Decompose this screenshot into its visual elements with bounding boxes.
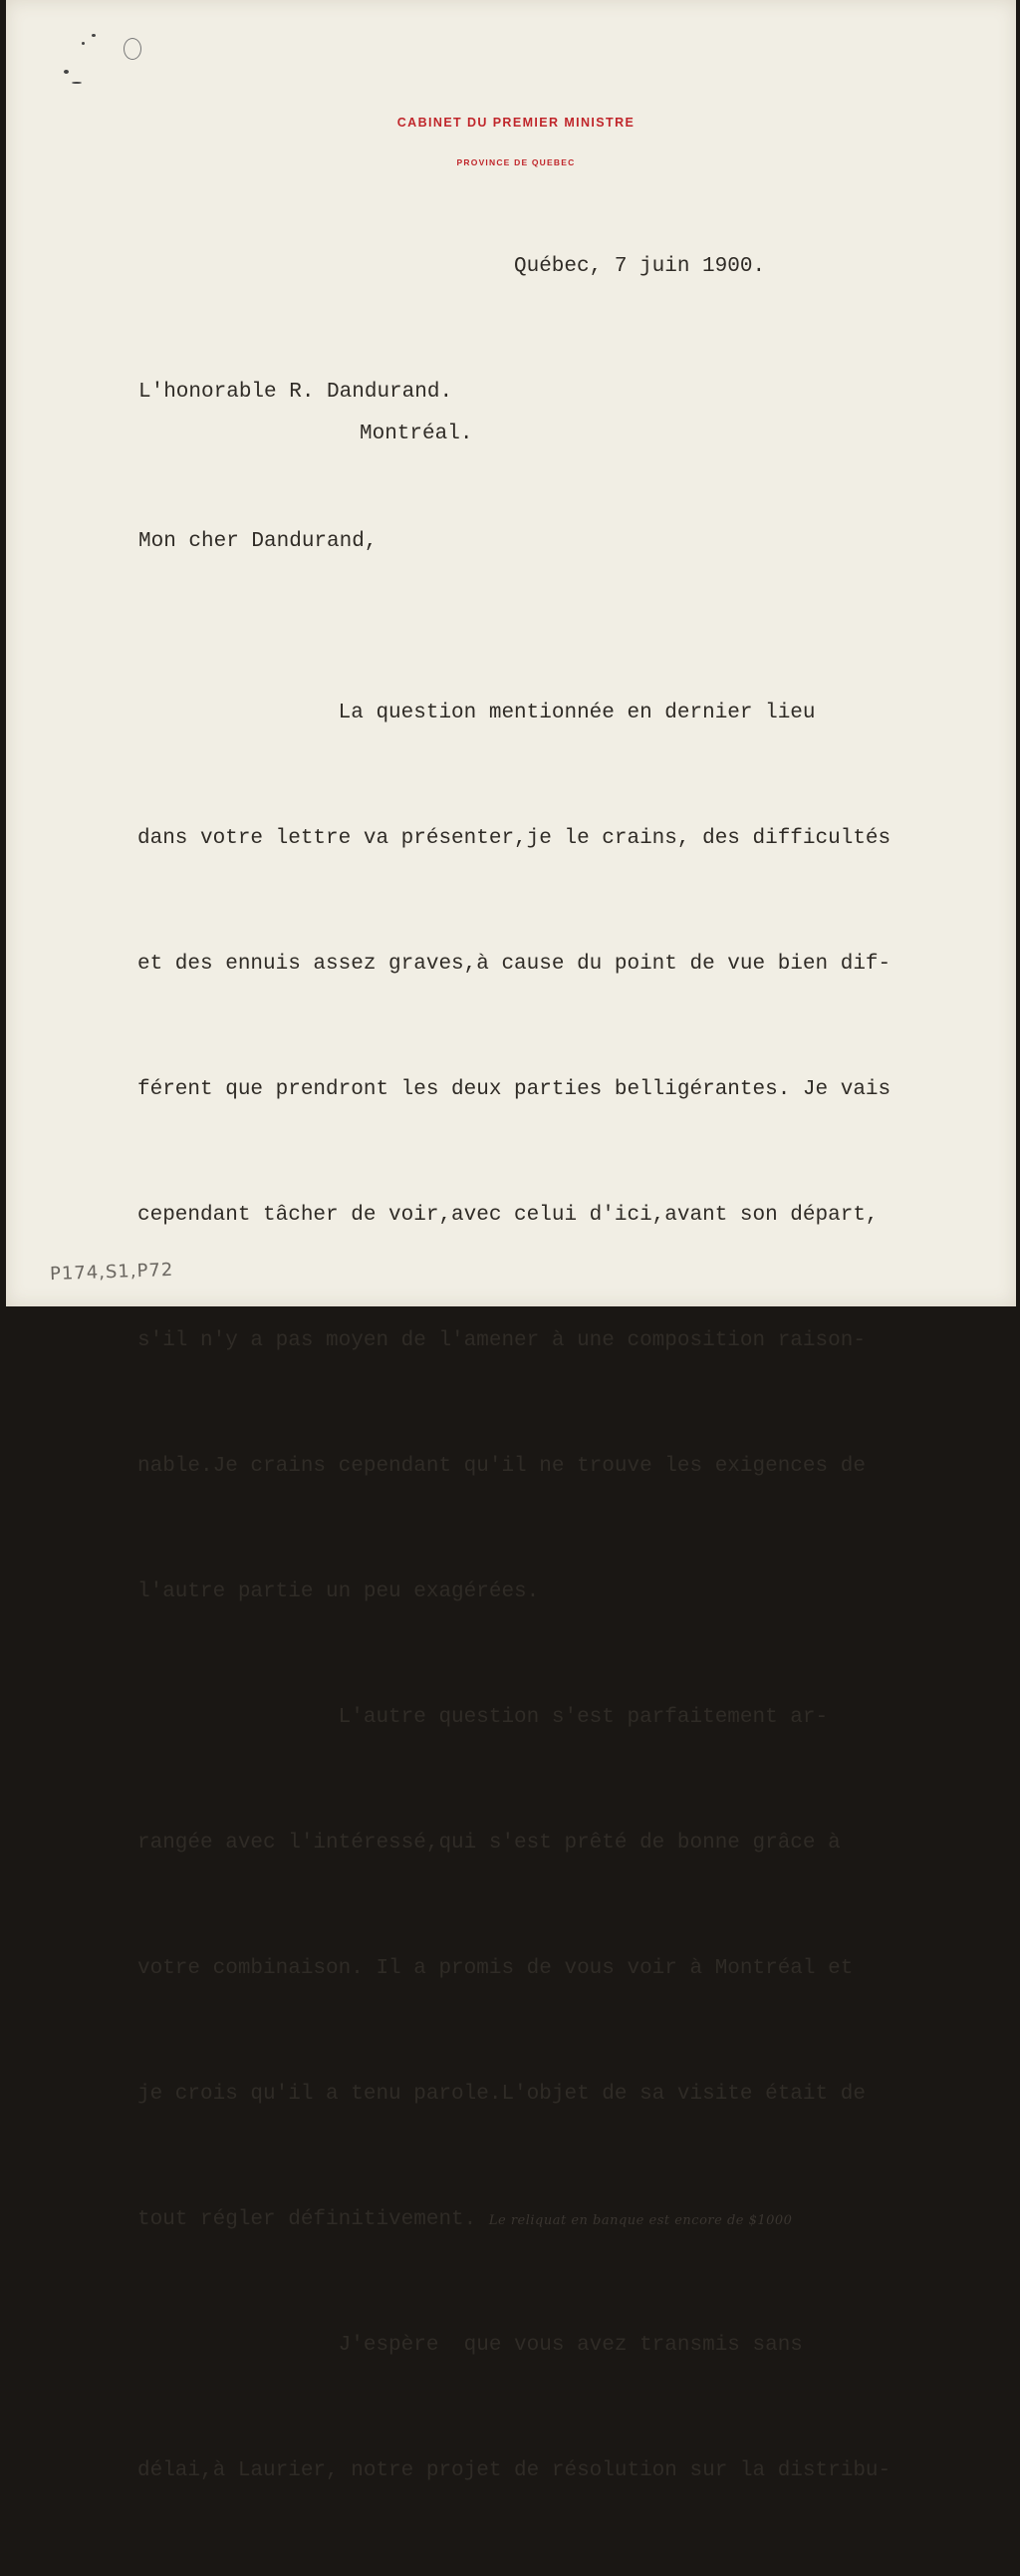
body-line: L'autre question s'est parfaitement ar-	[137, 1706, 829, 1729]
date-line: Québec, 7 juin 1900.	[514, 255, 766, 278]
body-line: tout régler définitivement.	[137, 2208, 489, 2231]
body-line: l'autre partie un peu exagérées.	[137, 1580, 540, 1603]
handwritten-note: Le reliquat en banque est encore de $1000	[488, 2213, 793, 2228]
page-number-circle-mark	[124, 38, 141, 60]
body-line-with-note	[137, 2199, 891, 2241]
letter-body	[137, 609, 891, 2576]
ink-smudge	[82, 42, 85, 45]
body-line: s'il n'y a pas moyen de l'amener à une composition raison-	[137, 1329, 866, 1352]
body-line: cependant tâcher de voir,avec celui d'ici,avant son départ,	[137, 1204, 879, 1227]
archive-reference-number: P174,S1,P72	[49, 1259, 174, 1286]
letter-page	[6, 0, 1016, 2482]
letterhead-title: CABINET DU PREMIER MINISTRE	[396, 116, 636, 130]
ink-smudge	[64, 70, 69, 74]
addressee-city: Montréal.	[360, 423, 473, 445]
body-line: La question mentionnée en dernier lieu	[137, 702, 816, 724]
body-line: votre combinaison. Il a promis de vous voir à Montréal et	[137, 1957, 854, 1980]
body-line: férent que prendront les deux parties belligérantes. Je vais	[137, 1078, 892, 1101]
ink-smudge	[92, 34, 96, 37]
body-line: dans votre lettre va présenter,je le crains, des difficultés	[137, 827, 892, 850]
addressee-name: L'honorable R. Dandurand.	[138, 381, 453, 404]
body-line: nable.Je crains cependant qu'il ne trouve les exigences de	[137, 1455, 866, 1478]
ink-smudge	[72, 82, 82, 84]
letterhead-subtitle: PROVINCE DE QUEBEC	[456, 157, 576, 167]
body-line: délai,à Laurier, notre projet de résolution sur la distribu-	[137, 2459, 892, 2482]
body-line: J'espère que vous avez transmis sans	[137, 2334, 803, 2357]
body-line: je crois qu'il a tenu parole.L'objet de sa visite était de	[137, 2083, 866, 2106]
body-line: et des ennuis assez graves,à cause du point de vue bien dif-	[137, 953, 892, 976]
salutation: Mon cher Dandurand,	[138, 530, 378, 553]
body-line: rangée avec l'intéressé,qui s'est prêté de bonne grâce à	[137, 1832, 841, 1855]
